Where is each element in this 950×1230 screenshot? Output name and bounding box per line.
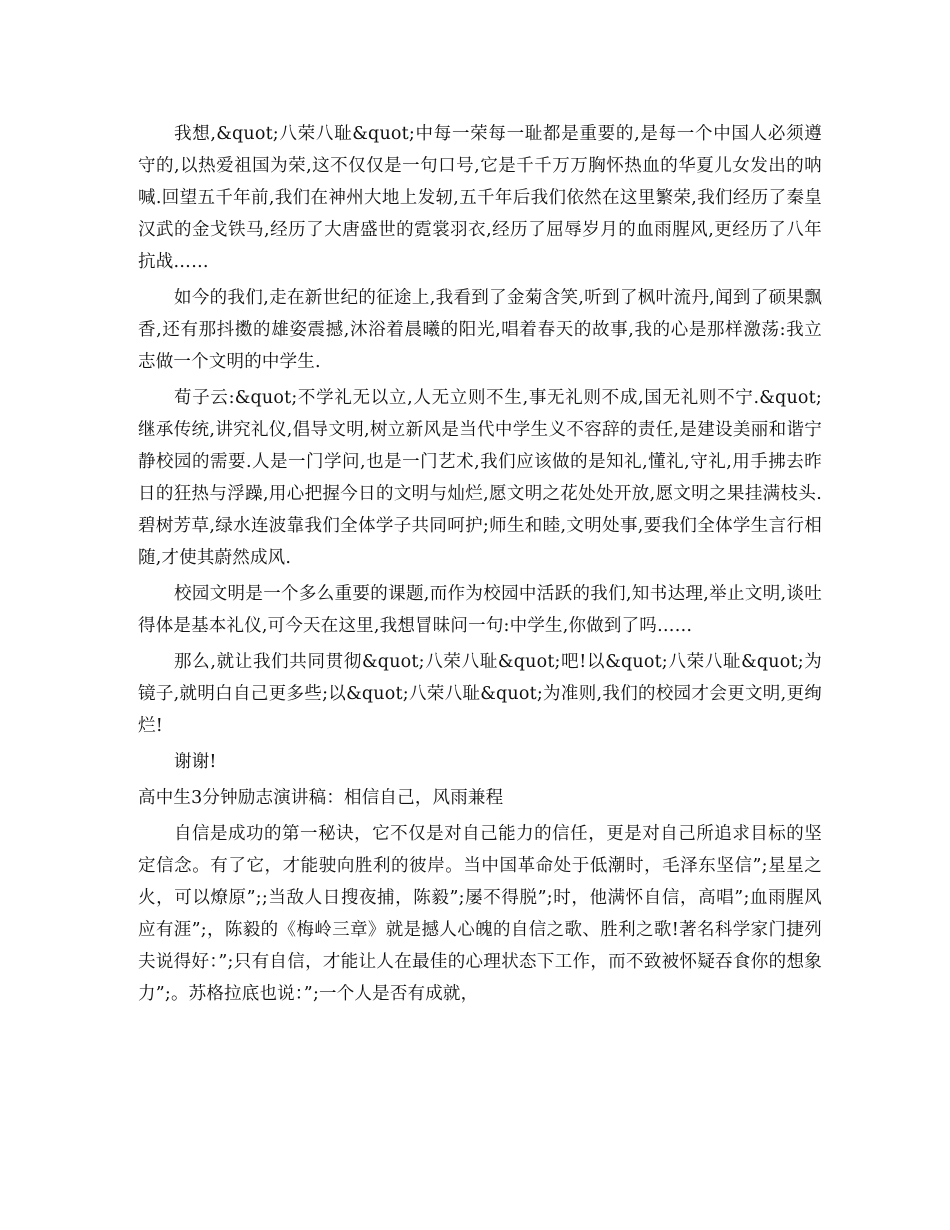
paragraph-1: 我想,&quot;八荣八耻&quot;中每一荣每一耻都是重要的,是每一个中国人必须遵守的,以热爱祖国为荣,这不仅仅是一句口号,它是千千万万胸怀热血的华夏儿女发出的呐喊.回望五千年前,我们在神州大地上发轫,五千年后我们依然在这里繁荣,我们经历了秦皇汉武的金戈铁马,经历了大唐盛世的霓裳羽衣,经历了屈辱岁月的血雨腥风,更经历了八年抗战…… — [138, 124, 822, 272]
section-title: 高中生3分钟励志演讲稿：相信自己，风雨兼程 — [138, 788, 504, 808]
paragraph-4: 校园文明是一个多么重要的课题,而作为校园中活跃的我们,知书达理,举止文明,谈吐得体是基本礼仪,可今天在这里,我想冒昧问一句:中学生,你做到了吗…… — [138, 584, 822, 636]
document-body — [138, 118, 822, 1014]
paragraph-thanks: 谢谢! — [174, 752, 217, 772]
paragraph-2: 如今的我们,走在新世纪的征途上,我看到了金菊含笑,听到了枫叶流丹,闻到了硕果飘香,还有那抖擞的雄姿震撼,沐浴着晨曦的阳光,唱着春天的故事,我的心是那样激荡:我立志做一个文明的中学生. — [138, 288, 822, 372]
section-paragraph: 自信是成功的第一秘诀，它不仅是对自己能力的信任，更是对自己所追求目标的坚定信念。有了它，才能驶向胜利的彼岸。当中国革命处于低潮时，毛泽东坚信”;星星之火，可以燎原”;;当敌人日搜夜捕，陈毅”;屡不得脱”;时，他满怀自信，高唱”;血雨腥风应有涯”;，陈毅的《梅岭三章》就是撼人心魄的自信之歌、胜利之歌!著名科学家门捷列夫说得好：”;只有自信，才能让人在最佳的心理状态下工作，而不致被怀疑吞食你的想象力”;。苏格拉底也说：”;一个人是否有成就， — [138, 824, 822, 1004]
paragraph-5: 那么,就让我们共同贯彻&quot;八荣八耻&quot;吧!以&quot;八荣八耻&quot;为镜子,就明白自己更多些;以&quot;八荣八耻&quot;为准则,我们的校园才会更文明,更绚烂! — [138, 652, 822, 736]
paragraph-3: 荀子云:&quot;不学礼无以立,人无立则不生,事无礼则不成,国无礼则不宁.&quot;继承传统,讲究礼仪,倡导文明,树立新风是当代中学生义不容辞的责任,是建设美丽和谐宁静校园的需要.人是一门学问,也是一门艺术,我们应该做的是知礼,懂礼,守礼,用手拂去昨日的狂热与浮躁,用心把握今日的文明与灿烂,愿文明之花处处开放,愿文明之果挂满枝头.碧树芳草,绿水连波靠我们全体学子共同呵护;师生和睦,文明处事,要我们全体学生言行相随,才使其蔚然成风. — [138, 388, 822, 568]
